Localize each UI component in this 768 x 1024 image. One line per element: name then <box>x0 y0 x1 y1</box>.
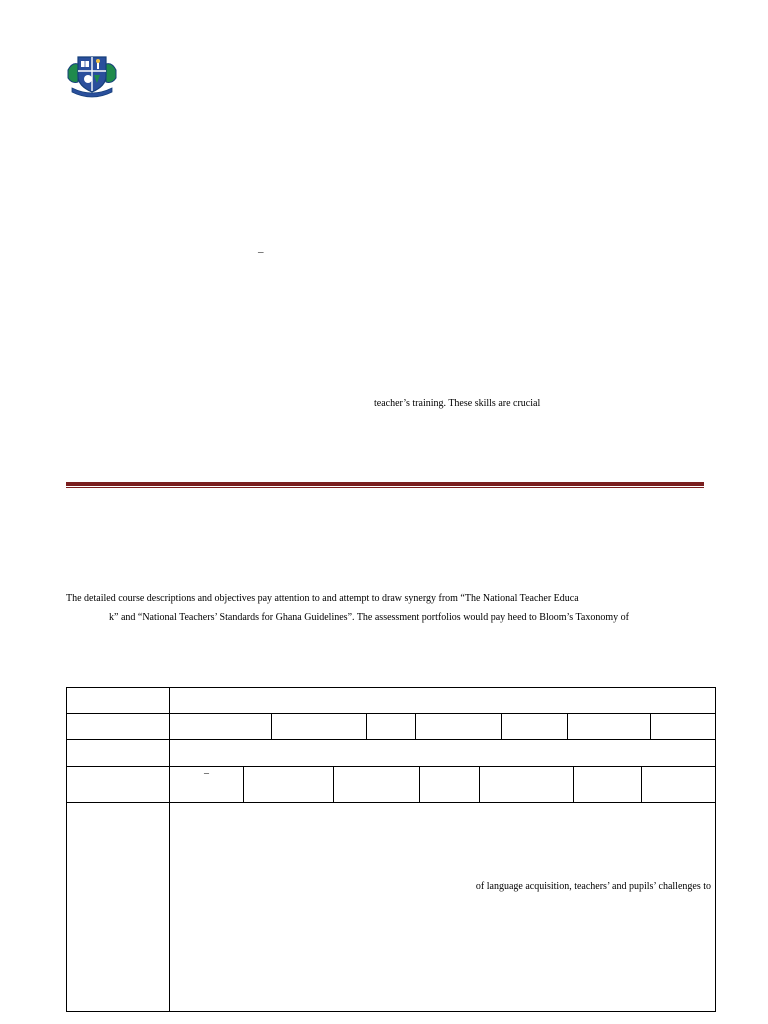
table-cell <box>333 766 420 803</box>
table-cell <box>479 766 574 803</box>
table-label-cell <box>66 766 170 803</box>
table-label-cell <box>66 802 170 1012</box>
paragraph-line-1: The detailed course descriptions and objectives pay attention to and attempt to draw synergy from “The National Teacher Educa <box>66 593 579 604</box>
school-crest-icon <box>66 52 118 98</box>
table-label-cell <box>66 713 170 740</box>
table-cell <box>271 713 367 740</box>
table-cell <box>573 766 642 803</box>
table-cell <box>650 713 716 740</box>
training-text-fragment: teacher’s training. These skills are crucial <box>374 398 541 409</box>
paragraph-line-2: k” and “National Teachers’ Standards for Ghana Guidelines”. The assessment portfolios would pay heed to Bloom’s Taxonomy of <box>109 612 629 623</box>
table-cell <box>501 713 568 740</box>
course-description-cell <box>169 802 716 1012</box>
table-cell <box>243 766 334 803</box>
table-cell <box>169 766 244 803</box>
table-cell <box>169 713 272 740</box>
table-label-cell <box>66 687 170 714</box>
table-cell <box>415 713 502 740</box>
table-label-cell <box>66 739 170 767</box>
section-divider <box>66 482 704 486</box>
table-cell <box>567 713 651 740</box>
table-cell <box>419 766 480 803</box>
table-cell <box>641 766 716 803</box>
section-divider-thin <box>66 487 704 488</box>
table-cell <box>366 713 416 740</box>
table-value-cell <box>169 739 716 767</box>
course-info-table <box>66 687 716 1012</box>
table-dash-mark: – <box>204 768 209 779</box>
table-value-cell <box>169 687 716 714</box>
dash-mark: – <box>258 246 264 258</box>
description-text-fragment: of language acquisition, teachers’ and pupils’ challenges to <box>475 881 711 892</box>
